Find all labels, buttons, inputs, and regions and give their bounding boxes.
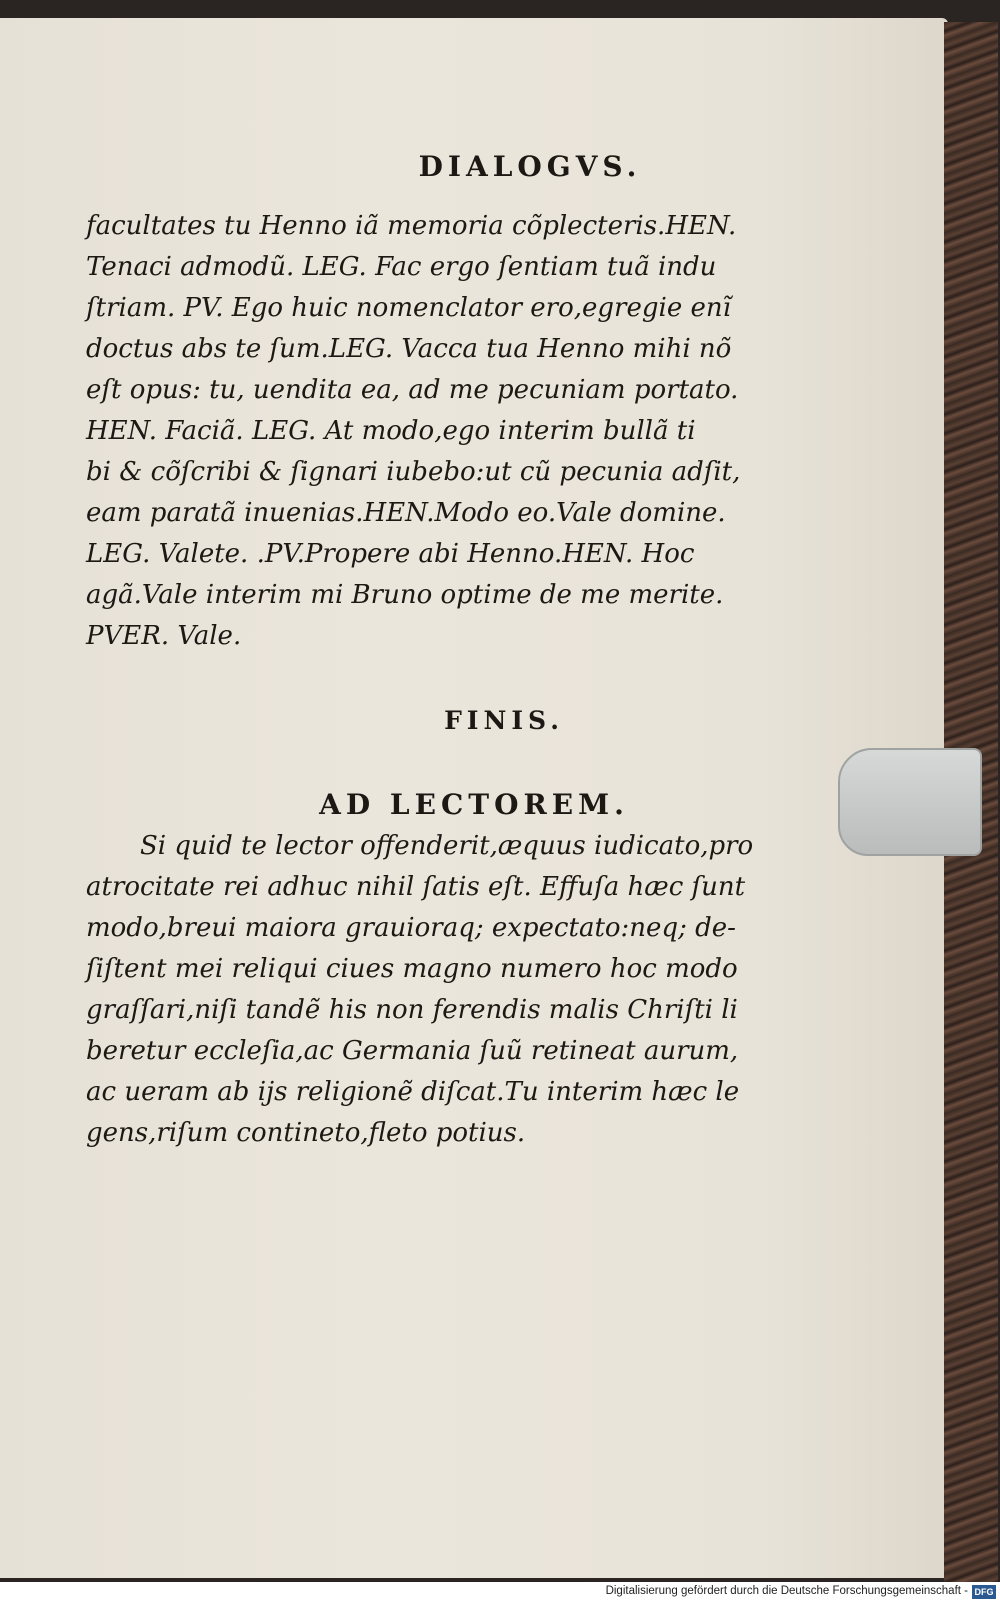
- text-line: eſt opus: tu, uendita ea, ad me pecuniam portato.: [86, 375, 739, 405]
- text-line: eam paratã inuenias.HEN.Modo eo.Vale domine.: [86, 498, 726, 528]
- text-line: gens,riſum contineto,fleto potius.: [86, 1118, 526, 1148]
- text-line: atrocitate rei adhuc nihil ſatis eſt. Effuſa hæc ſunt: [86, 872, 746, 902]
- text-line: doctus abs te ſum.LEG. Vacca tua Henno mihi nõ: [86, 334, 732, 364]
- text-line: graſſari,niſi tandẽ his non ferendis malis Chriſti li: [86, 995, 738, 1025]
- finis-heading: FINIS.: [444, 706, 564, 735]
- text-line: ſtriam. PV. Ego huic nomenclator ero,egregie enĩ: [86, 293, 731, 323]
- text-line: beretur eccleſia,ac Germania ſuũ retineat aurum,: [86, 1036, 739, 1066]
- section-heading: AD LECTOREM.: [319, 788, 629, 821]
- book-page: [0, 18, 948, 1578]
- page-clip-tab: [838, 748, 982, 856]
- text-line: LEG. Valete. .PV.Propere abi Henno.HEN. Hoc: [86, 539, 695, 569]
- text-line: ſiſtent mei reliqui ciues magno numero hoc modo: [86, 954, 738, 984]
- text-line: bi & cõſcribi & ſignari iubebo:ut cũ pecunia adſit,: [86, 457, 741, 487]
- text-line: Si quid te lector offenderit,æquus iudicato,pro: [140, 831, 754, 861]
- text-line: HEN. Faciã. LEG. At modo,ego interim bullã ti: [86, 416, 696, 446]
- footer-bar: [0, 1582, 1000, 1603]
- footer-credit: Digitalisierung gefördert durch die Deutsche Forschungsgemeinschaft -: [605, 1585, 968, 1597]
- dfg-logo-icon: DFG: [972, 1585, 996, 1599]
- text-line: facultates tu Henno iã memoria cõplecteris.HEN.: [86, 211, 737, 241]
- text-line: modo,breui maiora grauioraq; expectato:neq; de-: [86, 913, 736, 943]
- text-line: PVER. Vale.: [86, 621, 242, 651]
- text-line: ac ueram ab ijs religionẽ diſcat.Tu interim hæc le: [86, 1077, 740, 1107]
- text-line: Tenaci admodũ. LEG. Fac ergo ſentiam tuã indu: [86, 252, 717, 282]
- running-header: DIALOGVS.: [418, 150, 642, 183]
- text-line: agã.Vale interim mi Bruno optime de me merite.: [86, 580, 724, 610]
